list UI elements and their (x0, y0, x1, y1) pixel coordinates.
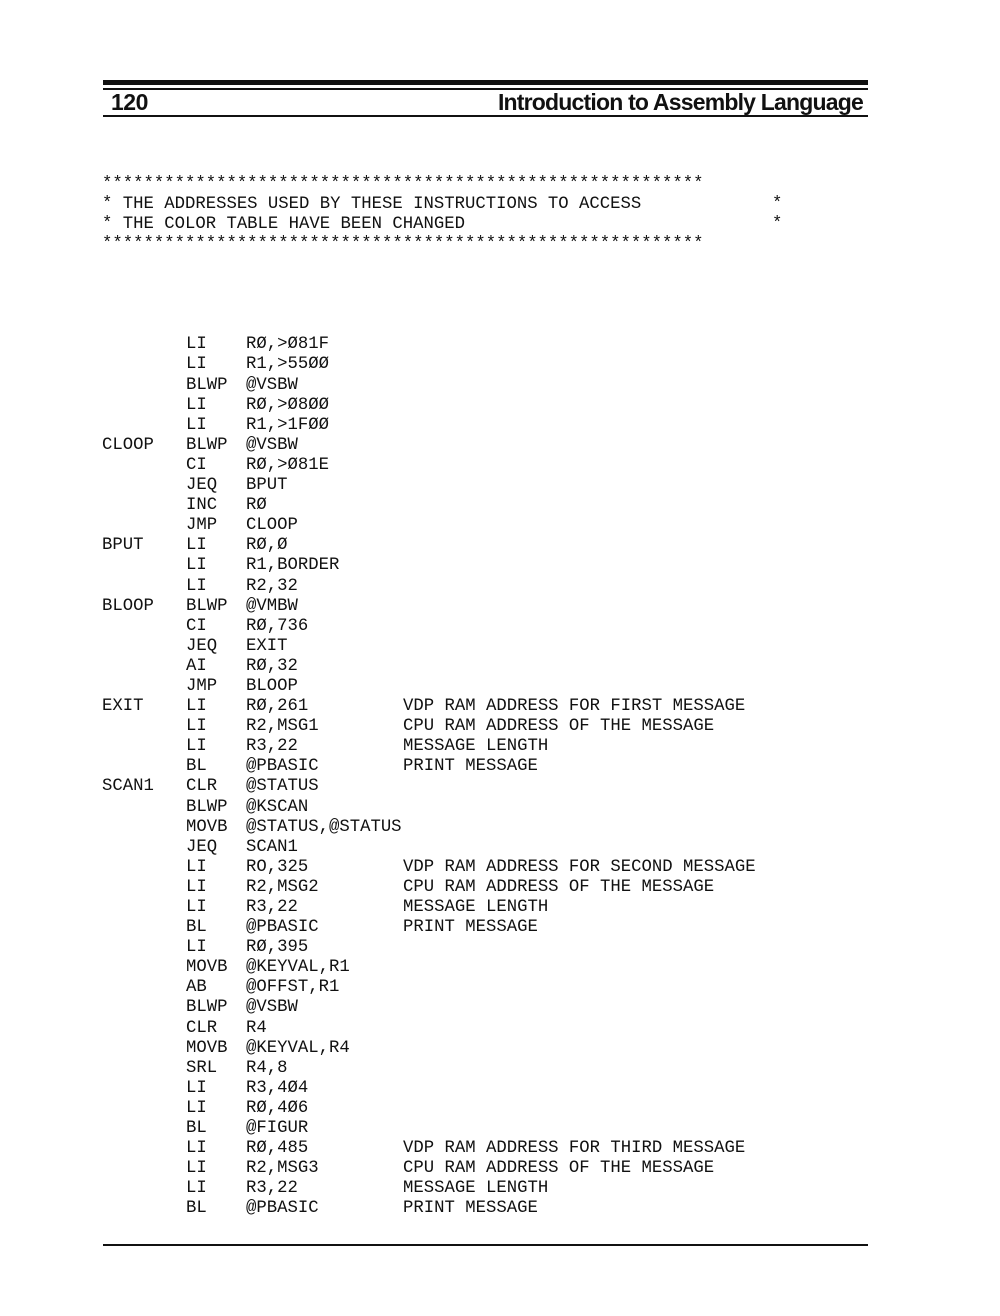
code-operand: R2,MSG3 (246, 1159, 319, 1179)
code-opcode: CLR (186, 1018, 218, 1038)
code-comment: MESSAGE LENGTH (403, 1179, 549, 1199)
code-opcode: JMP (186, 516, 218, 536)
code-line (102, 858, 756, 878)
code-line (102, 376, 756, 396)
code-operand: RØ (246, 496, 267, 516)
code-line (102, 456, 756, 476)
code-comment: PRINT MESSAGE (403, 918, 538, 938)
code-operand: @VSBW (246, 998, 298, 1018)
code-opcode: LI (186, 335, 207, 355)
code-operand: R2,MSG1 (246, 717, 319, 737)
code-operand: @PBASIC (246, 757, 319, 777)
code-line (102, 597, 756, 617)
code-operand: RØ,32 (246, 656, 298, 676)
code-operand: R4,8 (246, 1058, 288, 1078)
code-operand: RØ,>Ø81F (246, 335, 329, 355)
code-operand: RØ,736 (246, 616, 309, 636)
comment-border-bottom: ********************************************************** (102, 235, 704, 255)
code-opcode: LI (186, 556, 207, 576)
code-operand: @KSCAN (246, 797, 309, 817)
code-opcode: BLWP (186, 797, 228, 817)
code-comment: MESSAGE LENGTH (403, 898, 549, 917)
code-opcode: BLWP (186, 596, 228, 616)
code-operand: RØ,395 (246, 938, 309, 958)
code-line (102, 898, 756, 918)
code-line (102, 1179, 756, 1199)
code-operand: R2,MSG2 (246, 877, 319, 897)
code-operand: RØ,>Ø81E (246, 455, 329, 475)
code-opcode: LI (186, 1179, 207, 1199)
code-opcode: LI (186, 576, 207, 596)
code-operand: @OFFST,R1 (246, 978, 340, 998)
code-line (102, 677, 756, 697)
code-line (102, 416, 756, 436)
footer-rule (103, 1244, 868, 1246)
code-line (102, 476, 756, 496)
code-line (102, 818, 756, 838)
code-lines (102, 335, 756, 1219)
code-operand: @KEYVAL,R4 (246, 1038, 350, 1058)
code-opcode: AI (186, 656, 207, 676)
code-operand: @VMBW (246, 596, 298, 616)
code-line (102, 1159, 756, 1179)
code-line (102, 1079, 756, 1099)
code-line (102, 717, 756, 737)
code-opcode: LI (186, 717, 207, 737)
code-comment: CPU RAM ADDRESS OF THE MESSAGE (403, 877, 715, 897)
code-opcode: LI (186, 536, 207, 556)
page-number: 120 (111, 89, 148, 115)
code-opcode: CI (186, 616, 207, 636)
comment-end-asterisk: * (772, 215, 783, 235)
code-opcode: JMP (186, 676, 218, 696)
code-opcode: LI (186, 1139, 207, 1159)
code-line (102, 617, 756, 637)
code-line (102, 1019, 756, 1039)
code-opcode: SRL (186, 1058, 218, 1078)
code-label: EXIT (102, 697, 144, 717)
code-line (102, 1039, 756, 1059)
assembly-listing (102, 175, 783, 1220)
code-opcode: CI (186, 455, 207, 475)
code-line (102, 757, 756, 777)
code-opcode: BLWP (186, 998, 228, 1018)
code-operand: CLOOP (246, 516, 298, 536)
header-underline (103, 115, 868, 117)
code-opcode: BL (186, 1199, 207, 1219)
code-operand: R3,22 (246, 898, 298, 917)
code-comment: CPU RAM ADDRESS OF THE MESSAGE (403, 1159, 715, 1179)
code-line (102, 938, 756, 958)
code-operand: @STATUS,@STATUS (246, 817, 402, 837)
comment-text: * THE ADDRESSES USED BY THESE INSTRUCTIONS TO ACCESS (102, 195, 642, 215)
code-label: CLOOP (102, 435, 154, 455)
code-label: SCAN1 (102, 777, 154, 797)
code-line (102, 1199, 756, 1219)
code-operand: @PBASIC (246, 1199, 319, 1219)
code-opcode: LI (186, 877, 207, 897)
code-operand: BLOOP (246, 676, 298, 696)
code-line (102, 335, 756, 355)
code-opcode: LI (186, 737, 207, 757)
code-operand: R3,22 (246, 737, 298, 757)
code-opcode: LI (186, 938, 207, 958)
code-line (102, 436, 756, 456)
comment-text: * THE COLOR TABLE HAVE BEEN CHANGED (102, 215, 465, 235)
code-operand: R1,BORDER (246, 556, 340, 576)
code-opcode: LI (186, 898, 207, 917)
code-line (102, 1139, 756, 1159)
code-opcode: LI (186, 857, 207, 877)
code-operand: R2,32 (246, 576, 298, 596)
code-line (102, 838, 756, 858)
code-line (102, 958, 756, 978)
code-operand: RØ,485 (246, 1139, 309, 1159)
code-opcode: LI (186, 355, 207, 375)
code-operand: @VSBW (246, 435, 298, 455)
code-opcode: BLWP (186, 435, 228, 455)
code-comment: VDP RAM ADDRESS FOR THIRD MESSAGE (403, 1139, 746, 1159)
code-opcode: LI (186, 1078, 207, 1098)
running-head-title: Introduction to Assembly Language (497, 89, 863, 115)
code-opcode: BL (186, 918, 207, 938)
code-opcode: JEQ (186, 837, 218, 857)
code-line (102, 1059, 756, 1079)
comment-border-top: ********************************************************** (102, 175, 704, 194)
code-operand: @KEYVAL,R1 (246, 958, 350, 978)
code-comment: VDP RAM ADDRESS FOR FIRST MESSAGE (403, 697, 746, 717)
code-operand: BPUT (246, 476, 288, 496)
code-label: BLOOP (102, 596, 154, 616)
code-opcode: LI (186, 697, 207, 717)
code-opcode: MOVB (186, 817, 228, 837)
code-operand: RO,325 (246, 857, 309, 877)
code-line (102, 657, 756, 677)
code-line (102, 737, 756, 757)
code-operand: R4 (246, 1018, 267, 1038)
code-line (102, 777, 756, 797)
block-gap (102, 295, 756, 335)
code-line (102, 496, 756, 516)
comment-line (102, 215, 783, 235)
code-opcode: LI (186, 395, 207, 415)
code-line (102, 798, 756, 818)
code-operand: @PBASIC (246, 918, 319, 938)
code-line (102, 637, 756, 657)
code-opcode: LI (186, 1159, 207, 1179)
code-operand: RØ,>Ø8ØØ (246, 395, 329, 415)
code-line (102, 697, 756, 717)
code-opcode: INC (186, 496, 218, 516)
code-line (102, 396, 756, 416)
code-opcode: JEQ (186, 636, 218, 656)
code-opcode: CLR (186, 777, 218, 797)
code-line (102, 556, 756, 576)
code-opcode: BLWP (186, 375, 228, 395)
code-line (102, 577, 756, 597)
code-operand: @VSBW (246, 375, 298, 395)
code-operand: @FIGUR (246, 1119, 309, 1139)
code-line (102, 1119, 756, 1139)
code-opcode: MOVB (186, 1038, 228, 1058)
comment-line (102, 195, 783, 215)
code-label: BPUT (102, 536, 144, 556)
code-opcode: AB (186, 978, 207, 998)
code-line (102, 516, 756, 536)
code-opcode: BL (186, 757, 207, 777)
code-operand: EXIT (246, 636, 288, 656)
code-operand: R1,>1FØØ (246, 415, 329, 435)
code-opcode: MOVB (186, 958, 228, 978)
code-line (102, 998, 756, 1018)
code-opcode: JEQ (186, 476, 218, 496)
code-comment: VDP RAM ADDRESS FOR SECOND MESSAGE (403, 857, 756, 877)
code-operand: RØ,261 (246, 697, 309, 717)
code-operand: R3,4Ø4 (246, 1078, 309, 1098)
code-line (102, 536, 756, 556)
code-line (102, 878, 756, 898)
code-comment: CPU RAM ADDRESS OF THE MESSAGE (403, 717, 715, 737)
code-operand: RØ,Ø (246, 536, 288, 556)
code-comment: MESSAGE LENGTH (403, 737, 549, 757)
code-operand: @STATUS (246, 777, 319, 797)
comment-end-asterisk: * (772, 195, 783, 215)
code-opcode: BL (186, 1119, 207, 1139)
code-line (102, 918, 756, 938)
code-opcode: LI (186, 1098, 207, 1118)
code-line (102, 1099, 756, 1119)
block-gap (102, 255, 756, 295)
code-comment: PRINT MESSAGE (403, 1199, 538, 1219)
code-comment: PRINT MESSAGE (403, 757, 538, 777)
code-operand: RØ,4Ø6 (246, 1098, 309, 1118)
code-opcode: LI (186, 415, 207, 435)
code-operand: SCAN1 (246, 837, 298, 857)
code-operand: R1,>55ØØ (246, 355, 329, 375)
header-rule-thick (103, 80, 868, 85)
code-line (102, 355, 756, 375)
code-operand: R3,22 (246, 1179, 298, 1199)
code-line (102, 978, 756, 998)
